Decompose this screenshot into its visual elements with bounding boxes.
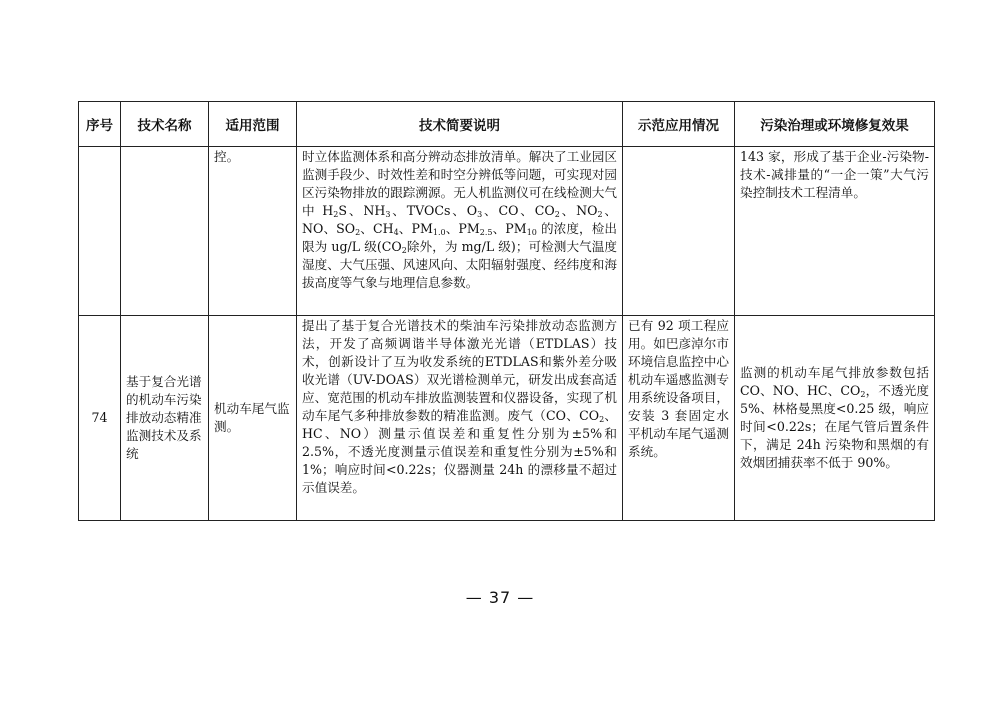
- row2-description: 提出了基于复合光谱技术的柴油车污染排放动态监测方法，开发了高频调谐半导体激光光谱（ETDLAS）技术，创新设计了互为收发系统的ETDLAS和紫外差分吸收光谱（UV-DOAS）双光谱检测单元，研发出成套高适应、宽范围的机动车排放监测装置和仪器设备，实现了机动车尾气多种排放参数的精准监测。废气（CO、$CO_2$、HC、NO）测量示值误差和重复性分别为±5%和2.5%，不透光度测量示值误差和重复性分别为±5%和 1%；响应时间<0.22s；仪器测量 24h 的漂移量不超过示值误差。: [297, 316, 623, 521]
- row2-scope: 机动车尾气监测。: [209, 316, 297, 521]
- table-row: [79, 316, 935, 521]
- header-description: 技术简要说明: [297, 102, 623, 147]
- header-demo: 示范应用情况: [623, 102, 735, 147]
- row2-index: 74: [79, 316, 121, 521]
- header-index: 序号: [79, 102, 121, 147]
- header-effect: 污染治理或环境修复效果: [735, 102, 935, 147]
- row1-index: [79, 147, 121, 316]
- row1-description: 时立体监测体系和高分辨动态排放清单。解决了工业园区监测手段少、时效性差和时空分辨低等问题，可实现对园区污染物排放的跟踪溯源。无人机监测仪可在线检测大气中 $H_2S$、$NH_3$、TVOCs、$O_3$、CO、$CO_2$、$NO_2$、NO、$SO_2$、$CH_4$、$PM_{1.0}$、$PM_{2.5}$、$PM_{10}$ 的浓度，检出限为 ug/L 级($CO_2$除外，为 mg/L 级)；可检测大气温度湿度、大气压强、风速风向、太阳辐射强度、经纬度和海拔高度等气象与地理信息参数。: [297, 147, 623, 316]
- header-scope: 适用范围: [209, 102, 297, 147]
- header-tech-name: 技术名称: [121, 102, 209, 147]
- row2-demo: 已有 92 项工程应用。如巴彦淖尔市环境信息监控中心机动车遥感监测专用系统设备项目，安装 3 套固定水平机动车尾气遥测系统。: [623, 316, 735, 521]
- row2-effect: 监测的机动车尾气排放参数包括 CO、NO、HC、$CO_2$，不透光度 5%、林格曼黑度<0.25 级，响应时间<0.22s；在尾气管后置条件下，满足 24h 污染物和黑烟的有效烟团捕获率不低于 90%。: [735, 316, 935, 521]
- row1-effect: 143 家，形成了基于企业-污染物-技术-减排量的“一企一策”大气污染控制技术工程清单。: [735, 147, 935, 316]
- row1-tech-name: [121, 147, 209, 316]
- table-row: [79, 147, 935, 316]
- row1-scope: 控。: [209, 147, 297, 316]
- row1-demo: [623, 147, 735, 316]
- data-table: [78, 101, 935, 521]
- page-number: — 37 —: [465, 588, 535, 607]
- header-row: [79, 102, 935, 147]
- row2-tech-name: 基于复合光谱的机动车污染排放动态精准监测技术及系统: [121, 316, 209, 521]
